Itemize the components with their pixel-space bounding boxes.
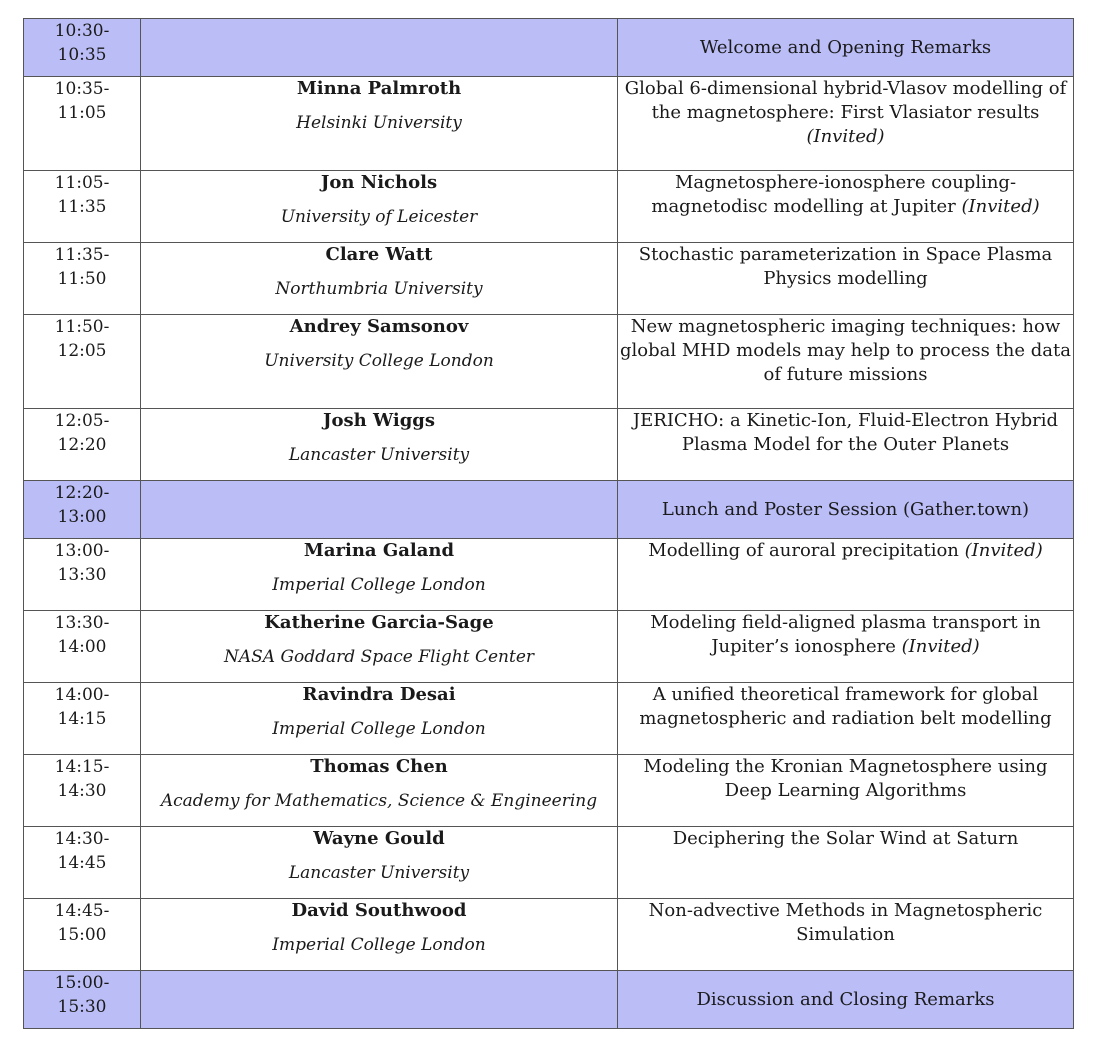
speaker-cell [141,315,618,409]
speaker-cell [141,171,618,243]
speaker-affiliation: Lancaster University [288,445,470,465]
time-end: 14:30 [57,781,107,801]
title-cell [618,899,1074,971]
talk-title: New magnetospheric imaging techniques: how global MHD models may help to process the data of future missions [620,316,1071,385]
time-start: 13:30- [54,613,110,633]
speaker-name: Andrey Samsonov [289,316,469,337]
speaker-affiliation: Lancaster University [288,863,470,883]
speaker-name: Clare Watt [325,244,433,265]
title-cell [618,755,1074,827]
talk-row [24,243,1074,315]
speaker-cell-empty [141,971,618,1029]
break-row [24,19,1074,77]
time-end: 15:30 [57,997,107,1017]
speaker-affiliation: NASA Goddard Space Flight Center [223,647,535,667]
title-cell [618,539,1074,611]
talk-row [24,77,1074,171]
speaker-affiliation: Imperial College London [272,575,486,595]
speaker-cell [141,755,618,827]
speaker-affiliation: Imperial College London [272,719,486,739]
speaker-affiliation: University College London [264,351,494,371]
invited-note: (Invited) [961,196,1040,217]
speaker-cell [141,77,618,171]
invited-note: (Invited) [964,540,1043,561]
speaker-name: Minna Palmroth [296,78,462,99]
title-cell [618,827,1074,899]
time-cell [24,611,141,683]
time-start: 15:00- [54,973,110,993]
talk-title: Stochastic parameterization in Space Plasma Physics modelling [638,244,1053,289]
talk-title: Non-advective Methods in Magnetospheric Simulation [648,900,1043,945]
session-title: Lunch and Poster Session (Gather.town) [661,498,1030,520]
talk-row [24,683,1074,755]
time-start: 14:45- [54,901,110,921]
time-cell [24,77,141,171]
title-cell [618,315,1074,409]
time-start: 12:05- [54,411,110,431]
time-start: 10:30- [54,21,110,41]
time-cell [24,481,141,539]
time-end: 15:00 [57,925,107,945]
time-start: 11:50- [54,317,110,337]
speaker-affiliation: Imperial College London [272,935,486,955]
time-start: 12:20- [54,483,110,503]
speaker-cell [141,539,618,611]
speaker-name: Marina Galand [303,540,455,561]
invited-note: (Invited) [901,636,980,657]
speaker-name: Josh Wiggs [322,410,436,431]
speaker-name: Katherine Garcia-Sage [264,612,494,633]
title-cell [618,171,1074,243]
time-end: 12:05 [57,341,107,361]
time-start: 10:35- [54,79,110,99]
talk-title: Modeling the Kronian Magnetosphere using Deep Learning Algorithms [643,756,1048,801]
time-cell [24,19,141,77]
time-end: 14:00 [57,637,107,657]
speaker-affiliation: University of Leicester [280,207,478,227]
talk-title: Deciphering the Solar Wind at Saturn [672,828,1019,849]
talk-row [24,827,1074,899]
talk-row [24,171,1074,243]
title-cell [618,243,1074,315]
title-cell [618,611,1074,683]
speaker-cell-empty [141,19,618,77]
speaker-cell [141,899,618,971]
time-end: 13:00 [57,507,107,527]
time-cell [24,243,141,315]
speaker-affiliation: Helsinki University [296,113,462,133]
time-start: 11:05- [54,173,110,193]
talk-title: Global 6-dimensional hybrid-Vlasov modelling of the magnetosphere: First Vlasiator results [624,78,1067,123]
speaker-cell [141,243,618,315]
time-cell [24,755,141,827]
time-start: 14:15- [54,757,110,777]
schedule-table [23,18,1074,1029]
time-end: 14:15 [57,709,107,729]
speaker-cell [141,409,618,481]
time-cell [24,315,141,409]
title-cell [618,77,1074,171]
speaker-name: David Southwood [291,900,467,921]
time-end: 10:35 [57,45,107,65]
time-start: 14:00- [54,685,110,705]
break-row [24,971,1074,1029]
talk-row [24,409,1074,481]
time-end: 13:30 [57,565,107,585]
speaker-name: Wayne Gould [313,828,445,849]
talk-row [24,899,1074,971]
title-cell [618,683,1074,755]
speaker-cell [141,683,618,755]
speaker-name: Jon Nichols [320,172,438,193]
talk-title: Modeling field-aligned plasma transport in Jupiter’s ionosphere [650,612,1041,657]
speaker-affiliation: Academy for Mathematics, Science & Engineering [160,791,598,811]
time-end: 12:20 [57,435,107,455]
session-title: Discussion and Closing Remarks [696,988,995,1010]
talk-row [24,539,1074,611]
title-cell [618,971,1074,1029]
time-start: 11:35- [54,245,110,265]
speaker-affiliation: Northumbria University [275,279,483,299]
time-cell [24,409,141,481]
time-cell [24,971,141,1029]
invited-note: (Invited) [806,126,885,147]
title-cell [618,19,1074,77]
session-title: Welcome and Opening Remarks [699,36,992,58]
talk-title: Magnetosphere-ionosphere coupling-magnetodisc modelling at Jupiter [651,172,1017,217]
time-start: 13:00- [54,541,110,561]
speaker-cell [141,611,618,683]
talk-row [24,755,1074,827]
title-cell [618,481,1074,539]
talk-title: JERICHO: a Kinetic-Ion, Fluid-Electron Hybrid Plasma Model for the Outer Planets [632,410,1059,455]
talk-row [24,315,1074,409]
time-end: 11:05 [57,103,107,123]
time-end: 14:45 [57,853,107,873]
time-cell [24,683,141,755]
speaker-cell-empty [141,481,618,539]
title-cell [618,409,1074,481]
speaker-name: Ravindra Desai [302,684,456,705]
time-start: 14:30- [54,829,110,849]
break-row [24,481,1074,539]
talk-title: Modelling of auroral precipitation [648,540,959,561]
talk-title: A unified theoretical framework for global magnetospheric and radiation belt modelling [639,684,1052,729]
time-end: 11:35 [57,197,107,217]
time-end: 11:50 [57,269,107,289]
time-cell [24,899,141,971]
time-cell [24,827,141,899]
speaker-name: Thomas Chen [310,756,448,777]
speaker-cell [141,827,618,899]
time-cell [24,539,141,611]
talk-row [24,611,1074,683]
time-cell [24,171,141,243]
